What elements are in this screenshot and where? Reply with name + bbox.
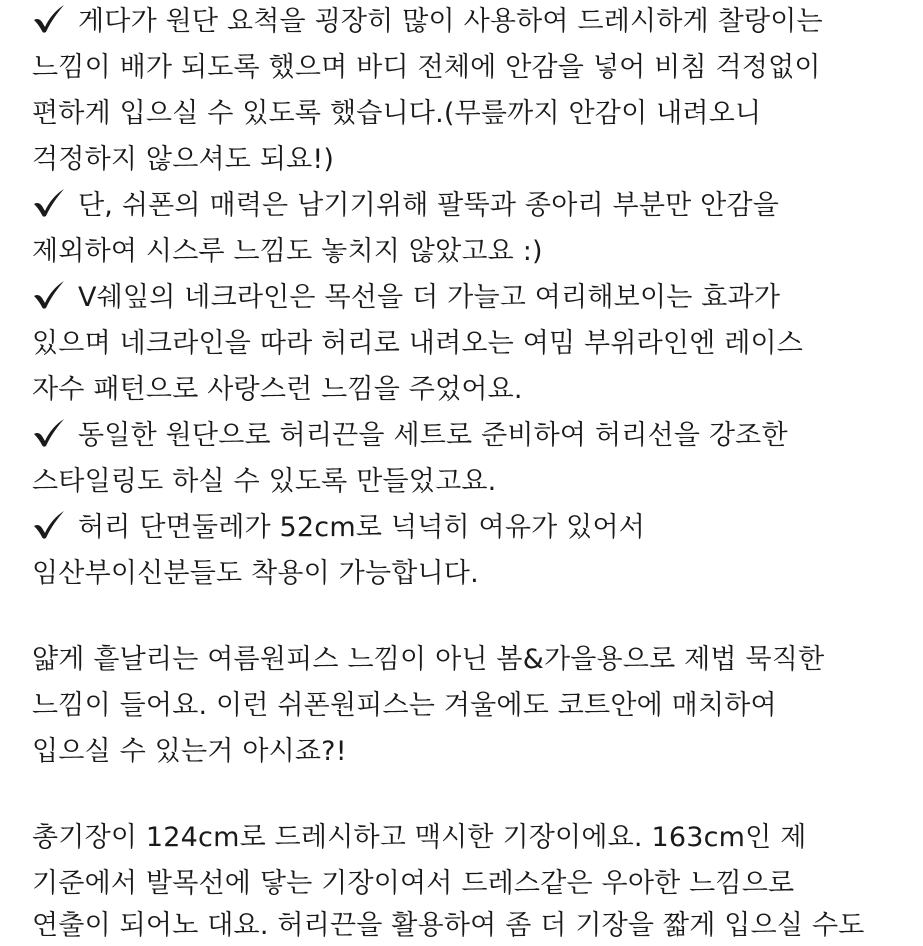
text-line	[32, 906, 865, 946]
text-line	[32, 818, 806, 858]
text-line	[32, 324, 803, 364]
text-line	[32, 2, 823, 42]
line-text: V쉐잎의 네크라인은 목선을 더 가늘고 여리해보이는 효과가	[78, 282, 781, 313]
text-line	[32, 686, 777, 726]
text-line	[32, 462, 496, 502]
text-line	[32, 370, 523, 410]
line-text: 느낌이 배가 되도록 했으며 바디 전체에 안감을 넣어 비침 걱정없이	[32, 52, 821, 83]
text-line	[32, 508, 645, 548]
line-text: 자수 패턴으로 사랑스런 느낌을 주었어요.	[32, 374, 523, 405]
check-mark-icon	[32, 418, 70, 448]
line-text: 있으며 네크라인을 따라 허리로 내려오는 여밈 부위라인엔 레이스	[32, 328, 804, 359]
line-text: 느낌이 들어요. 이런 쉬폰원피스는 겨울에도 코트안에 매치하여	[32, 690, 777, 721]
text-line	[32, 864, 794, 904]
line-text: 얇게 흩날리는 여름원피스 느낌이 아닌 봄&가을용으로 제법 묵직한	[32, 644, 825, 675]
check-mark-icon	[32, 510, 70, 540]
line-text: 임산부이신분들도 착용이 가능합니다.	[32, 558, 479, 589]
line-text: 스타일링도 하실 수 있도록 만들었고요.	[32, 466, 497, 497]
text-line	[32, 416, 788, 456]
line-text: 총기장이 124cm로 드레시하고 맥시한 기장이에요. 163cm인 제	[32, 822, 807, 853]
line-text: 편하게 입으실 수 있도록 했습니다.(무릎까지 안감이 내려오니	[32, 98, 762, 129]
line-text: 입으실 수 있는거 아시죠?!	[32, 736, 347, 767]
check-mark-icon	[32, 4, 70, 34]
text-line	[32, 94, 761, 134]
text-line	[32, 48, 821, 88]
line-text: 연출이 되어노 대요. 허리끈을 활용하여 좀 더 기장을 짧게 입으실 수도	[32, 910, 865, 941]
text-line	[32, 278, 780, 318]
text-line	[32, 186, 779, 226]
line-text: 걱정하지 않으셔도 되요!)	[32, 144, 335, 175]
line-text: 게다가 원단 요척을 굉장히 많이 사용하여 드레시하게 찰랑이는	[78, 6, 823, 37]
line-text: 제외하여 시스루 느낌도 놓치지 않았고요 :)	[32, 236, 543, 267]
text-line	[32, 640, 824, 680]
line-text: 단, 쉬폰의 매력은 남기기위해 팔뚝과 종아리 부분만 안감을	[78, 190, 780, 221]
text-line	[32, 554, 479, 594]
text-line	[32, 140, 334, 180]
text-line	[32, 232, 543, 272]
line-text: 동일한 원단으로 허리끈을 세트로 준비하여 허리선을 강조한	[78, 420, 788, 451]
line-text: 허리 단면둘레가 52cm로 넉넉히 여유가 있어서	[78, 512, 646, 543]
text-line	[32, 732, 347, 772]
check-mark-icon	[32, 280, 70, 310]
check-mark-icon	[32, 188, 70, 218]
line-text: 기준에서 발목선에 닿는 기장이여서 드레스같은 우아한 느낌으로	[32, 868, 795, 899]
